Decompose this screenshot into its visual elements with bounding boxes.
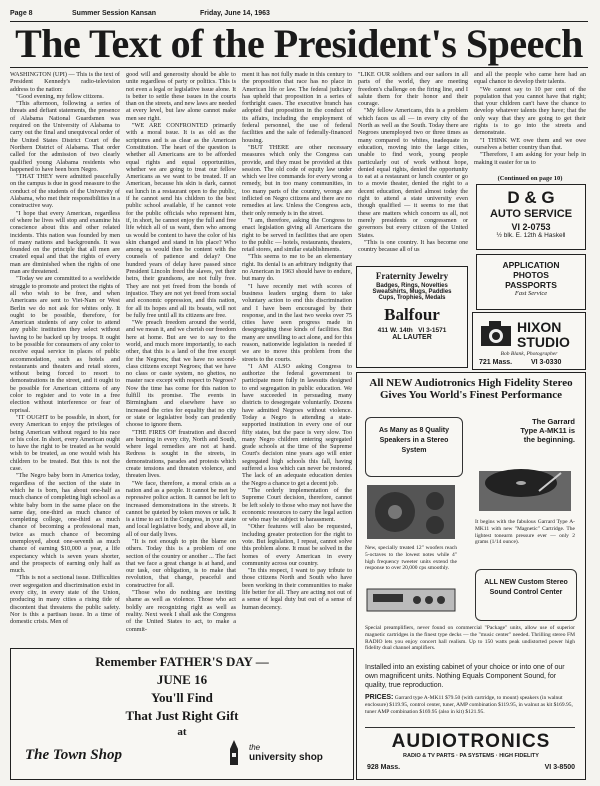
paragraph: "THAT THEY were admitted peacefully on the campus is due in good measure to the conduct of the students of the University of Alabama, who met their responsibilities in a constructive way. [10, 173, 120, 210]
paragraph: "WE ARE CONFRONTED primarily with a moral issue. It is as old as the scriptures and is as clear as the American Constitution. The heart of the question is whether all Americans are to be afforded equal rights and equal opportunities, whether we are going to treat our fellow Americans as we want to be treated. If an American, because his skin is dark, cannot eat lunch in a restaurant open to the public, if he cannot send his children to the best public school available, if he cannot vote for the public officials who represent him, if, in short, he cannot enjoy the full and free life which all of us want, then who among us would be content to have the color of his skin changed and stand in his place? Who among us would then be content with the counsels of patience and delay? One hundred years of delay have passed since President Lincoln freed the slaves, yet their heirs, their grandsons, are not fully free. They are not yet freed from the bonds of injustice. They are not yet freed from social and economic oppression, and this nation, for all its hopes and all its boasts, will not be fully free until all its citizens are free. [126, 122, 236, 319]
paragraph: "Therefore, I am asking for your help in making it easier for us to [474, 151, 586, 166]
paragraph: "This seems to me to be an elementary right. Its denial is an arbitrary indignity that no American in 1963 should have to endure, but many do. [242, 253, 352, 283]
paragraph: "LIKE OUR soldiers and our sailors in all parts of the world, they are meeting freedom's challenge on the firing line, and I salute them for their honor and their courage. [358, 71, 468, 108]
paragraph: "THE FIRES OF frustration and discord are burning in every city, North and South, where legal remedies are not at hand. Redress is sought in the streets, in demonstrations, parades and protests which create tensions and threaten violence, and threaten lives. [126, 428, 236, 480]
paragraph: "We cannot say to 10 per cent of the population that you cannot have that right; that your children can't have the chance to develop whatever talents they have; that the only way that they are going to get their rights is to go into the streets and demonstrate. [474, 85, 586, 137]
control-center-image [365, 585, 457, 615]
audiotronics-phone: VI 3-8500 [544, 764, 575, 771]
article-column-4 [358, 71, 468, 261]
balfour-address: 411 W. 14th [377, 327, 413, 334]
balfour-name: Balfour [384, 305, 440, 324]
headline-rule [10, 67, 588, 68]
headline: The Text of the President's Speech [15, 21, 583, 66]
paragraph: "We preach freedom around the world, and we mean it, and we cherish our freedom here at home. But are we to say to the world, and much more importantly, to each other, that this is a land of the free except for the Negroes; that we have no second-class citizens except Negroes; that we have no class or caste system, no ghettos, no master race except with respect to Negroes? Now the time has come for this nation to fulfill its promise. The events in Birmingham and elsewhere have so increased the cries for equality that no city or state or legislative body can prudently choose to ignore them. [126, 319, 236, 429]
newspaper-page [10, 8, 588, 778]
paragraph: "I AM ALSO asking Congress to authorize the federal government to participate more fully in lawsuits designed to end segregation in public education. We have succeeded in persuading many districts to desegregate voluntarily. Dozens have admitted Negroes without violence. Today a Negro is attending a state-supported institution in every one of our fifty states, but the pace is very slow. Too many Negro children entering segregated grade schools at the time of the Supreme Court's decision nine years ago will enter segregated high schools this fall, having suffered a loss which can never be restored. The lack of an adequate education denies the Negro a chance to get a decent job. [242, 362, 352, 487]
prices-label: PRICES: [365, 694, 394, 701]
paragraph: "BUT THERE are other necessary measures which only the Congress can provide, and they must be provided at this session. The old code of equity law under which we live commands for every wrong a remedy, but in too many communities, in too many parts of the country, wrongs are inflicted on Negro citizens and there are no remedies at law. Unless the Congress acts, their only remedy is in the street. [242, 143, 352, 217]
continued-note: (Continued on page 10) [497, 175, 563, 182]
hixon-address: 721 Mass. [479, 359, 513, 366]
paragraph: "This is not a sectional issue. Difficulties over segregation and discrimination exist in every city, in every state of the Union, producing in many cities a rising tide of discontent that threatens the public safety. Nor is this a partisan issue. In a time of domestic crisis. Men of [10, 574, 120, 626]
balfour-line-2: Badges, Rings, Novelties [376, 283, 448, 289]
article-column-5 [474, 71, 586, 173]
paragraph: "IT OUGHT to be possible, in short, for every American to enjoy the privileges of being American without regard to his race or his color. In short, every American ought to have the right to be treated as he would wish to be treated, as one would wish his children to be treated. But this is not the case. [10, 413, 120, 473]
paragraph: "This afternoon, following a series of threats and defiant statements, the presence of Alabama National Guardsmen was required on the University of Alabama to carry out the final and unequivocal order of the United States District Court of the Northern District of Alabama. That order called for the admission of two clearly qualified young Alabama residents who happened to have been born Negro. [10, 100, 120, 173]
turntable-image [475, 451, 575, 515]
fathers-line-1: Remember FATHER'S DAY — [95, 654, 269, 669]
town-shop-logo: The Town Shop [25, 747, 122, 763]
balfour-ad [356, 266, 468, 368]
speaker-image [365, 483, 457, 541]
paragraph: "Other features will also be requested, including greater protection for the right to vote. But legislation, I repeat, cannot solve this problem alone. It must be solved in the homes of every American in every community across our country. [242, 523, 352, 567]
page-number: Page 8 [10, 10, 33, 17]
balfour-line-3: Sweatshirts, Mugs, Paddles [372, 289, 452, 295]
dg-logo: D & G [507, 188, 555, 207]
article-column-3 [242, 71, 352, 643]
paragraph: "The Negro baby born in America today, regardless of the section of the state in which he is born, has about one-half as much chance of completing high school as a white baby born in the same place on the same day, one-third as much chance of completing college, one-third as much chance of becoming a professional man, twice as much chance of becoming unemployed, about one-seventh as much chance of earning $10,000 a year, a life expectancy which is seven years shorter, and the prospects of earning only half as much. [10, 472, 120, 575]
dg-auto-service-ad [476, 184, 586, 250]
paragraph: "We face, therefore, a moral crisis as a nation and as a people. It cannot be met by repressive police action. It cannot be left to increased demonstrations in the streets. It cannot be quieted by token moves or talk. It is a time to act in the Congress, in your state and local legislative body, and above all, in all of our daily lives. [126, 479, 236, 538]
article-column-2 [126, 71, 236, 643]
paragraph: "I have recently met with scores of business leaders urging them to take voluntary action to end this discrimination and I have been encouraged by their response, and in the last two weeks over 75 cities have seen progress made in desegregating these kinds of facilities. But many are unwilling to act alone, and for this reason, nationwide legislation is needed if we are to move this problem from the streets to the courts. [242, 282, 352, 363]
article-column-1 [10, 71, 120, 643]
photos-line-2: PHOTOS [513, 270, 549, 280]
brand-divider [365, 727, 575, 728]
paragraph: good will and generosity should be able to unite regardless of party or politics. This is not even a legal or legislative issue alone. It is better to settle these issues in the courts than on the streets, and new laws are needed at every level, but law alone cannot make men see right. [126, 71, 236, 122]
hixon-phone: VI 3-0330 [531, 359, 562, 366]
speakers-box-text: As Many as 8 Quality Speakers in a Stereo System [378, 427, 450, 454]
control-center-text: ALL NEW Custom Stereo Sound Control Center [484, 579, 568, 596]
paragraph: "In this respect, I want to pay tribute to those citizens North and South who have been working in their communities to make life better for all. They are acting not out of a sense of legal duty but out of a sense of human decency. [242, 567, 352, 611]
dg-phone: VI 2-0753 [511, 222, 551, 232]
garrard-text: It begins with the fabulous Garrard Type A-MK11 with new "Magnetic" Cartridge. The lightest tonearm pressure ever — only 2 grams (1/14 ounce). [475, 519, 575, 546]
paragraph: "This is one country. It has become one country because all of us [358, 238, 468, 254]
fathers-line-3: You'll Find [151, 690, 213, 705]
paragraph: "I hope that every American, regardless of where he lives will stop and examine his conscience about this and other related incidents. This nation was founded by men of many nations and backgrounds. It was founded on the principle that all men are created equal and that the rights of every man are diminished when the rights of one man are threatened. [10, 209, 120, 276]
fathers-line-4: That Just Right Gift [125, 708, 239, 723]
balfour-agent: AL LAUTER [392, 334, 432, 341]
prices-text: Garrard type A-MK11 $79.50 (with cartridge, to mount) speakers (in walnut enclosure) $119.95, control center, tuner, AMP combination $119.95, in walnut as kit $169.95, tuner AMP combination $169.95 (also in kit) $121.95. [365, 695, 573, 715]
fathers-line-5: at [177, 726, 187, 738]
preamp-text: Special preamplifiers, never found on commercial "Package" units, allow use of superior magnetic cartridges in the finest type decks — the "music center" needed. Thrilling stereo FM RADIO lets you enjoy concert hall realism. Up to 150 watts peak undistorted power high fidelity dual channel amplifiers. [365, 625, 575, 652]
audio-title-2: Gives You World's Finest Performance [379, 389, 563, 401]
paragraph: and all the people who came here had an equal chance to develop their talents. [474, 71, 586, 86]
university-shop-the: the [249, 743, 261, 752]
photos-line-4: Fast Service [514, 290, 548, 297]
paper-name: Summer Session Kansan [72, 10, 157, 17]
paragraph: "The orderly implementation of the Supreme Court decision, therefore, cannot be left solely to those who may not have the economic resources to carry the legal action or who may be subject to harassment. [242, 486, 352, 524]
hixon-caption: Bob Blank, Photographer [500, 351, 558, 357]
balfour-line-4: Cups, Trophies, Medals [378, 295, 446, 301]
photos-line-3: PASSPORTS [505, 280, 557, 290]
paragraph: WASHINGTON (UPI) — This is the text of President Kennedy's radio-television address to the nation: [10, 71, 120, 93]
garrard-line-3: the beginning. [523, 435, 575, 444]
paragraph: "I am, therefore, asking the Congress to enact legislation giving all Americans the right to be served in facilities that are open to the public — hotels, restaurants, theaters, retail stores, and similar establishments. [242, 216, 352, 254]
fathers-day-ad [10, 648, 354, 780]
audiotronics-ad [356, 372, 586, 780]
hixon-name-2: STUDIO [517, 334, 570, 350]
audiotronics-logo: AUDIOTRONICS [391, 731, 551, 752]
audiotronics-address: 928 Mass. [367, 764, 401, 771]
paragraph: ment it has not fully made in this century to the proposition that race has no place in American life or law. The federal judiciary has upheld that proposition in a series of forthright cases. The executive branch has adopted that proposition in the conduct of its affairs, including the employment of federal personnel, the use of federal facilities and the sale of federally-financed housing. [242, 71, 352, 144]
paragraph: "Those who do nothing are inviting shame as well as violence. Those who act boldly are recognizing right as well as reality. Next week I shall ask the Congress of the United States to act, to make a commit- [126, 589, 236, 633]
dg-title: AUTO SERVICE [489, 208, 573, 220]
university-shop-logo: university shop [249, 752, 323, 763]
balfour-line-1: Fraternity Jewelry [375, 271, 449, 281]
control-center-box [475, 569, 577, 621]
install-text: Installed into an existing cabinet of your choice or into one of our own magnificent units. Nothing Equals Component Sound, for quality, true reproduction. [365, 664, 565, 689]
garrard-line-1: The Garrard [532, 417, 575, 426]
dg-address: ½ blk. E. 12th & Haskell [496, 232, 566, 239]
hixon-studio-ad [472, 312, 586, 370]
paragraph: "It is not enough to pin the blame on others. Today this is a problem of one section of the country or another ... The fact that we face a great change is at hand, and our task, our obligation, is to make that revolution, that change, peaceful and constructive for all. [126, 538, 236, 589]
issue-date: Friday, June 14, 1963 [200, 10, 270, 17]
paragraph: "Good evening, my fellow citizens. [16, 92, 104, 100]
photos-line-1: APPLICATION [502, 260, 560, 270]
paragraph: "I THINK WE owe them and we owe ourselves a better country than that. [474, 136, 586, 151]
audiotronics-tagline: RADIO & TV PARTS · PA SYSTEMS · HIGH FIDELITY [403, 753, 539, 759]
paragraph: "My fellow Americans, this is a problem which faces us all — in every city of the North as well as the South. Today there are Negroes unemployed two or three times as many compared to whites, inadequate in education, moving into the large cities, unable to find work, young people particularly out of work without hope, denied equal rights, denied the opportunity to eat at a restaurant or lunch counter or go to a movie theater, denied the right to a decent education, denied almost today the right to attend a state university even though qualified — it seems to me that these are matters which concern us all, not merely presidents or congressmen or governors but every citizen of the United States. [358, 107, 468, 239]
balfour-phone: VI 3-1571 [418, 327, 447, 334]
audio-title-1: All NEW Audiotronics High Fidelity Stereo [369, 377, 573, 389]
paragraph: "Today we are committed to a worldwide struggle to promote and protect the rights of all who wish to be free, and when Americans are sent to Viet-Nam or West Berlin we do not ask for whites only. It ought to be possible, therefore, for American students of any color to attend any public institution they select without having to be backed up by troops. It ought to be possible for consumers of any color to receive equal service in places of public accommodation, such as hotels and restaurants and theaters and retail stores, without being forced to resort to demonstrations in the street, and it ought to be possible for American citizens of any color to register and to vote in a free election without interference or fear of reprisal. [10, 275, 120, 414]
hixon-name-1: HIXON [517, 319, 562, 335]
camera-icon [479, 318, 513, 350]
tower-icon [223, 739, 245, 767]
speakers-box [365, 417, 463, 477]
speaker-text: New, specially treated 12" woofers reach 5-octaves to the lowest notes while 4" high frequency tweeter units extend the response to over 20,000 cps smoothly. [365, 545, 457, 572]
photos-ad [476, 254, 586, 310]
garrard-line-2: Type A-MK11 is [520, 426, 575, 435]
fathers-line-2: JUNE 16 [156, 672, 208, 687]
